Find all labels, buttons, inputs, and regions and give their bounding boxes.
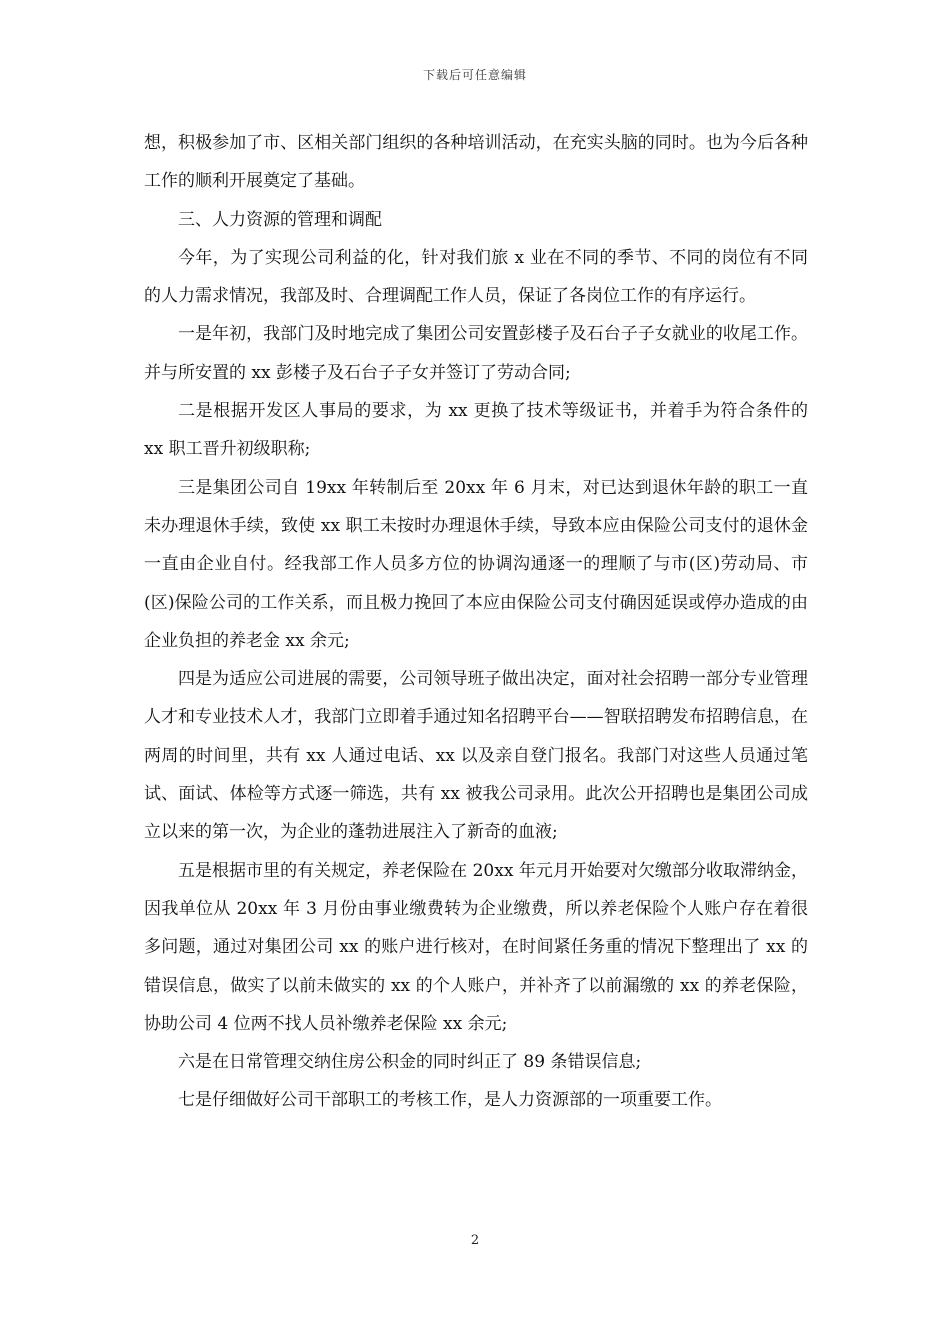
paragraph-intro: 今年，为了实现公司利益的化，针对我们旅 x 业在不同的季节、不同的岗位有不同的人力需求情况，我部及时、合理调配工作人员，保证了各岗位工作的有序运行。 bbox=[144, 247, 808, 307]
section-heading: 三、人力资源的管理和调配 bbox=[178, 209, 382, 230]
paragraph-item-2: 二是根据开发区人事局的要求，为 xx 更换了技术等级证书，并着手为符合条件的 xx 职工晋升初级职称; bbox=[144, 401, 808, 460]
paragraph-item-7: 七是仔细做好公司干部职工的考核工作，是人力资源部的一项重要工作。 bbox=[178, 1090, 722, 1111]
document-body bbox=[144, 124, 808, 1120]
paragraph-item-6: 六是在日常管理交纳住房公积金的同时纠正了 89 条错误信息; bbox=[178, 1052, 642, 1073]
paragraph-continuation: 想，积极参加了市、区相关部门组织的各种培训活动，在充实头脑的同时。也为今后各种工作的顺利开展奠定了基础。 bbox=[144, 133, 808, 192]
page-number: 2 bbox=[470, 1233, 480, 1248]
paragraph-item-4: 四是为适应公司进展的需要，公司领导班子做出决定，面对社会招聘一部分专业管理人才和专业技术人才，我部门立即着手通过知名招聘平台——智联招聘发布招聘信息，在两周的时间里，共有 xx 人通过电话、xx 以及亲自登门报名。我部门对这些人员通过笔试、面试、体检等方式逐一筛选，共有 xx 被我公司录用。此次公开招聘也是集团公司成立以来的第一次，为企业的蓬勃进展注入了新奇的血液; bbox=[144, 669, 808, 843]
paragraph-item-3: 三是集团公司自 19xx 年转制后至 20xx 年 6 月末，对已达到退休年龄的职工一直未办理退休手续，致使 xx 职工未按时办理退休手续，导致本应由保险公司支付的退休金一直由企业自付。经我部工作人员多方位的协调沟通逐一的理顺了与市(区)劳动局、市(区)保险公司的工作关系，而且极力挽回了本应由保险公司支付确因延误或停办造成的由企业负担的养老金 xx 余元; bbox=[144, 477, 808, 651]
paragraph-item-1: 一是年初，我部门及时地完成了集团公司安置彭楼子及石台子子女就业的收尾工作。并与所安置的 xx 彭楼子及石台子子女并签订了劳动合同; bbox=[144, 324, 808, 383]
paragraph-item-5: 五是根据市里的有关规定，养老保险在 20xx 年元月开始要对欠缴部分收取滞纳金，因我单位从 20xx 年 3 月份由事业缴费转为企业缴费，所以养老保险个人账户存在着很多问题，通过对集团公司 xx 的账户进行核对，在时间紧任务重的情况下整理出了 xx 的错误信息，做实了以前未做实的 xx 的个人账户，并补齐了以前漏缴的 xx 的养老保险，协助公司 4 位两不找人员补缴养老保险 xx 余元; bbox=[144, 860, 808, 1034]
page-header: 下载后可任意编辑 bbox=[422, 68, 527, 82]
